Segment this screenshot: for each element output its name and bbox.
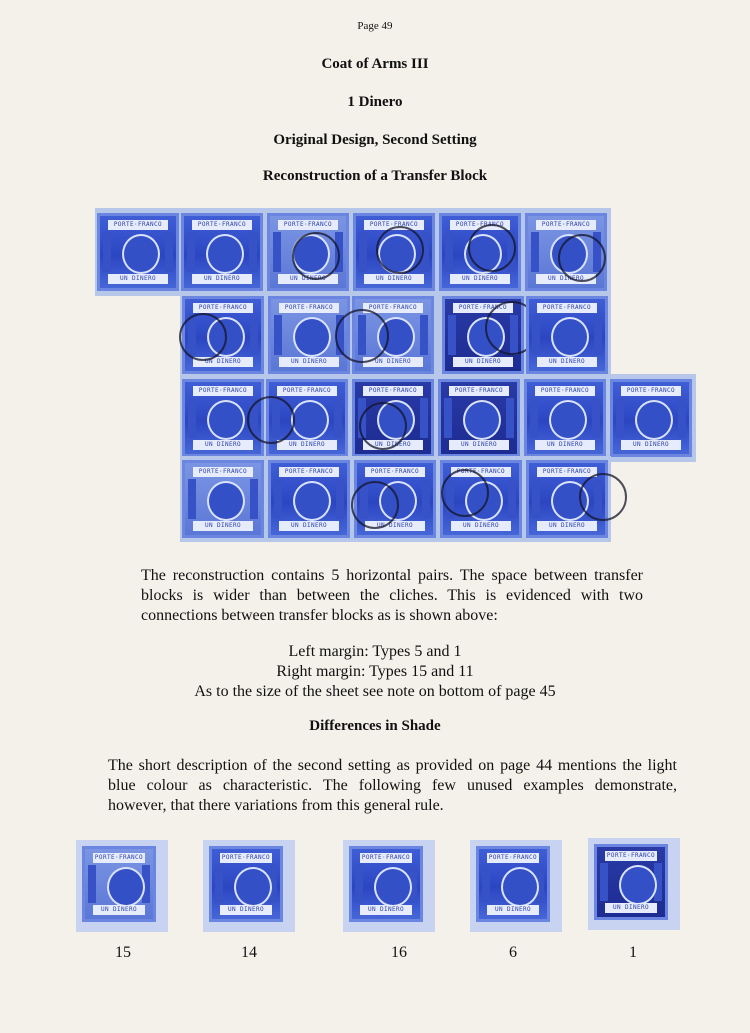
stamp-row-3	[180, 374, 696, 462]
stamp-image: PORTE·FRANCO UN DINERO	[476, 846, 550, 922]
stamp-image: PORTE·FRANCO UN DINERO	[209, 846, 283, 922]
stamp-image: PORTE·FRANCO UN DINERO	[352, 379, 434, 457]
postmark-cancel	[292, 232, 340, 280]
stamp-image: PORTE·FRANCO UN DINERO	[82, 846, 156, 922]
stamp-image: PORTE·FRANCO UN DINERO	[267, 213, 349, 291]
paragraph-line: however, that there variations from this general rule.	[108, 797, 444, 814]
postmark-cancel	[376, 226, 424, 274]
stamp-image: PORTE·FRANCO UN DINERO	[181, 213, 263, 291]
shade-paragraph	[108, 756, 677, 816]
stamp-image: PORTE·FRANCO UN DINERO	[524, 379, 606, 457]
shade-type-label: 6	[509, 944, 517, 961]
shade-type-label: 14	[241, 944, 257, 961]
shade-example-stamp	[203, 840, 295, 932]
shade-heading: Differences in Shade	[309, 718, 441, 734]
postmark-cancel	[579, 473, 627, 521]
shade-type-label: 16	[391, 944, 407, 961]
stamp-image: PORTE·FRANCO UN DINERO	[182, 296, 264, 374]
stamp-image: PORTE·FRANCO UN DINERO	[526, 296, 608, 374]
setting-heading: Original Design, Second Setting	[273, 132, 477, 148]
shade-example-stamp	[76, 840, 168, 932]
shade-example-stamp	[588, 838, 680, 930]
paragraph-line: blue colour as characteristic. The following few unused examples demonstrate,	[108, 777, 677, 794]
postmark-cancel	[351, 481, 399, 529]
stamp-image: PORTE·FRANCO UN DINERO	[594, 844, 668, 920]
stamp-image: PORTE·FRANCO UN DINERO	[525, 213, 607, 291]
stamp-image: PORTE·FRANCO UN DINERO	[182, 379, 264, 457]
left-margin-note: Left margin: Types 5 and 1	[288, 643, 462, 660]
shade-example-stamp	[470, 840, 562, 932]
value-heading: 1 Dinero	[347, 94, 403, 110]
postmark-cancel	[247, 396, 295, 444]
stamp-image: PORTE·FRANCO UN DINERO	[352, 296, 434, 374]
stamp-image: PORTE·FRANCO UN DINERO	[610, 379, 692, 457]
stamp-image: PORTE·FRANCO UN DINERO	[526, 460, 608, 538]
stamp-image: PORTE·FRANCO UN DINERO	[182, 460, 264, 538]
stamp-image: PORTE·FRANCO UN DINERO	[354, 460, 436, 538]
paragraph-line: blocks is wider than between the cliches. This is evidenced with two	[141, 587, 643, 604]
shade-type-label: 1	[629, 944, 637, 961]
stamp-image: PORTE·FRANCO UN DINERO	[440, 460, 522, 538]
stamp-row-1	[95, 208, 611, 296]
page-number: Page 49	[357, 20, 393, 32]
shade-type-label: 15	[115, 944, 131, 961]
stamp-image: PORTE·FRANCO UN DINERO	[442, 296, 524, 374]
stamp-image: PORTE·FRANCO UN DINERO	[438, 379, 520, 457]
postmark-cancel	[179, 313, 227, 361]
stamp-image: PORTE·FRANCO UN DINERO	[268, 296, 350, 374]
right-margin-note: Right margin: Types 15 and 11	[276, 663, 474, 680]
stamp-image: PORTE·FRANCO UN DINERO	[97, 213, 179, 291]
postmark-cancel	[335, 309, 389, 363]
paragraph-line: connections between transfer blocks as is shown above:	[141, 607, 498, 624]
stamp-row-4	[180, 456, 611, 542]
stamp-row-2	[180, 292, 611, 378]
postmark-cancel	[441, 469, 489, 517]
sheet-size-note: As to the size of the sheet see note on bottom of page 45	[194, 683, 556, 700]
postmark-cancel	[558, 234, 606, 282]
postmark-cancel	[468, 224, 516, 272]
stamp-image: PORTE·FRANCO UN DINERO	[439, 213, 521, 291]
shade-example-stamp	[343, 840, 435, 932]
title-heading: Coat of Arms III	[321, 56, 429, 72]
stamp-image: PORTE·FRANCO UN DINERO	[353, 213, 435, 291]
subject-heading: Reconstruction of a Transfer Block	[262, 168, 488, 184]
paragraph-line: The short description of the second setting as provided on page 44 mentions the light	[108, 757, 677, 774]
stamp-image: PORTE·FRANCO UN DINERO	[349, 846, 423, 922]
paragraph-line: The reconstruction contains 5 horizontal pairs. The space between transfer	[141, 567, 643, 584]
stamp-image: PORTE·FRANCO UN DINERO	[266, 379, 348, 457]
postmark-cancel	[359, 402, 407, 450]
reconstruction-paragraph	[141, 566, 643, 626]
stamp-image: PORTE·FRANCO UN DINERO	[268, 460, 350, 538]
